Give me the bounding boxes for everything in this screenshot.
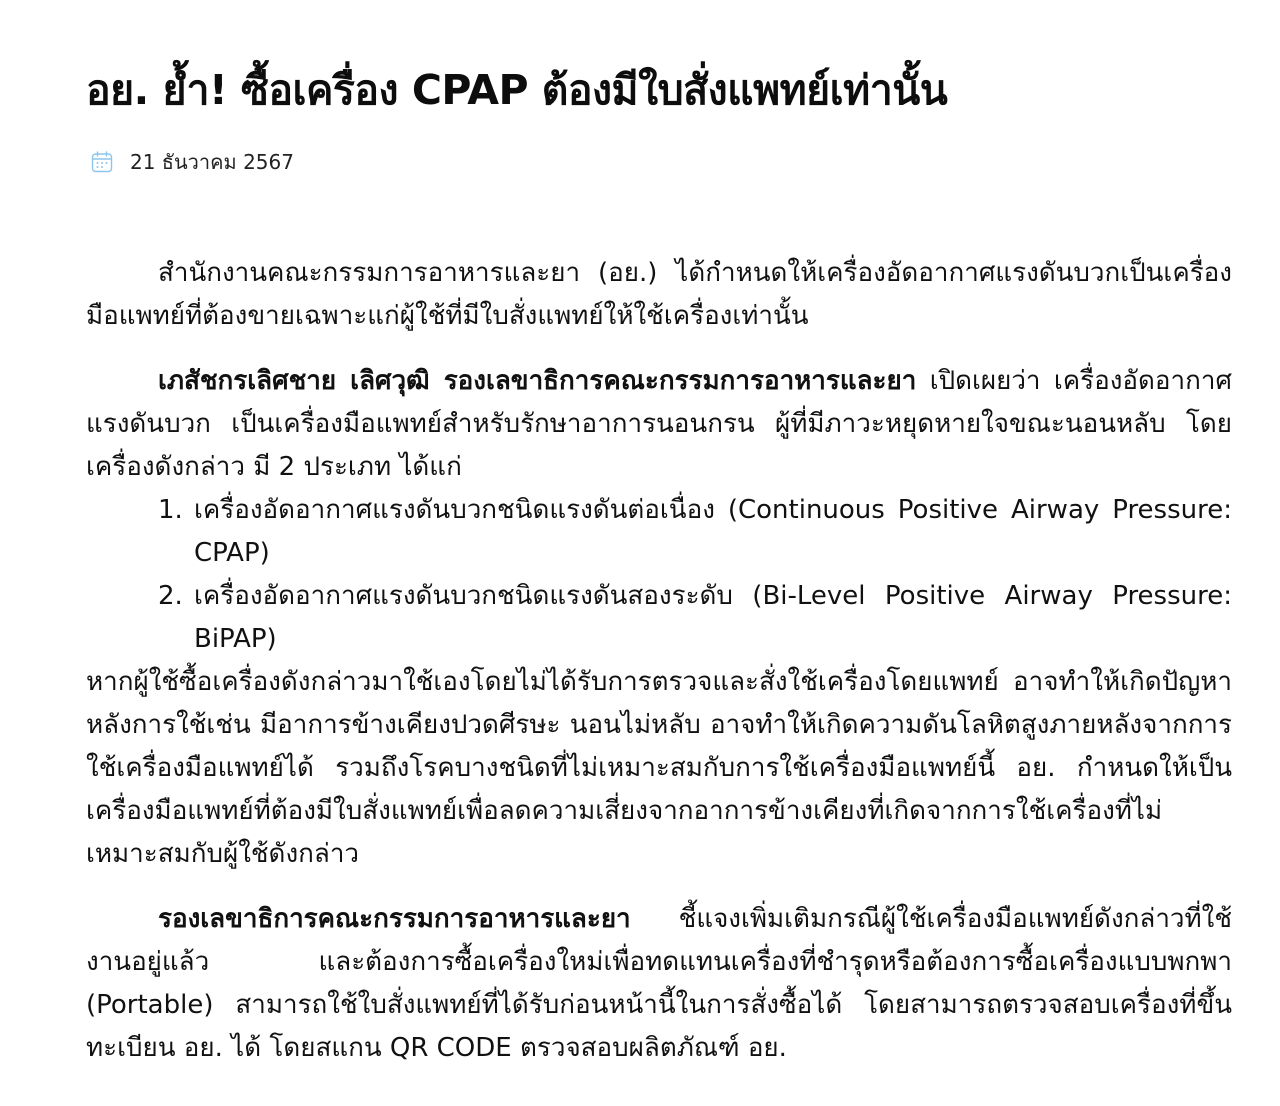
device-type-list xyxy=(86,489,1232,661)
article-meta xyxy=(90,146,294,178)
list-item-text: เครื่องอัดอากาศแรงดันบวกชนิดแรงดันสองระดับ (Bi-Level Positive Airway Pressure: BiPAP) xyxy=(194,581,1232,654)
article-body xyxy=(86,252,1232,1092)
speaker-title: รองเลขาธิการคณะกรรมการอาหารและยา xyxy=(158,904,631,934)
list-item-number: 2. xyxy=(158,581,183,611)
article-title: อย. ย้ำ! ซื้อเครื่อง CPAP ต้องมีใบสั่งแพทย์เท่านั้น xyxy=(86,66,948,114)
list-item xyxy=(86,575,1232,661)
paragraph-text: สำนักงานคณะกรรมการอาหารและยา (อย.) ได้กำหนดให้เครื่องอัดอากาศแรงดันบวกเป็นเครื่องมือแพทย์ที่ต้องขายเฉพาะแก่ผู้ใช้ที่มีใบสั่งแพทย์ให้ใช้เครื่องเท่านั้น xyxy=(86,258,1232,331)
paragraph-intro xyxy=(86,252,1232,338)
paragraph-clarification xyxy=(86,898,1232,1070)
list-item-number: 1. xyxy=(158,495,183,525)
calendar-icon xyxy=(90,150,114,174)
article-date: 21 ธันวาคม 2567 xyxy=(130,150,294,174)
paragraph-text: ชี้แจงเพิ่มเติมกรณีผู้ใช้เครื่องมือแพทย์ดังกล่าวที่ใช้งานอยู่แล้ว และต้องการซื้อเครื่องใหม่เพื่อทดแทนเครื่องที่ชำรุดหรือต้องการซื้อเครื่องแบบพกพา (Portable) สามารถใช้ใบสั่งแพทย์ที่ได้รับก่อนหน้านี้ในการสั่งซื้อได้ โดยสามารถตรวจสอบเครื่องที่ขึ้นทะเบียน อย. ได้ โดยสแกน QR CODE ตรวจสอบผลิตภัณฑ์ อย. xyxy=(86,904,1232,1063)
list-item xyxy=(86,489,1232,575)
list-item-text: เครื่องอัดอากาศแรงดันบวกชนิดแรงดันต่อเนื่อง (Continuous Positive Airway Pressure: CPAP) xyxy=(194,495,1232,568)
paragraph-risks xyxy=(86,661,1232,876)
speaker-name: เภสัชกรเลิศชาย เลิศวุฒิ รองเลขาธิการคณะกรรมการอาหารและยา xyxy=(158,366,917,396)
paragraph-statement xyxy=(86,360,1232,489)
paragraph-text: หากผู้ใช้ซื้อเครื่องดังกล่าวมาใช้เองโดยไม่ได้รับการตรวจและสั่งใช้เครื่องโดยแพทย์ อาจทำให้เกิดปัญหาหลังการใช้เช่น มีอาการข้างเคียงปวดศีรษะ นอนไม่หลับ อาจทำให้เกิดความดันโลหิตสูงภายหลังจากการใช้เครื่องมือแพทย์ได้ รวมถึงโรคบางชนิดที่ไม่เหมาะสมกับการใช้เครื่องมือแพทย์นี้ อย. กำหนดให้เป็นเครื่องมือแพทย์ที่ต้องมีใบสั่งแพทย์เพื่อลดความเสี่ยงจากอาการข้างเคียงที่เกิดจากการใช้เครื่องที่ไม่เหมาะสมกับผู้ใช้ดังกล่าว xyxy=(86,667,1232,869)
paragraph-text: เปิดเผยว่า เครื่องอัดอากาศแรงดันบวก เป็นเครื่องมือแพทย์สำหรับรักษาอาการนอนกรน ผู้ที่มีภาวะหยุดหายใจขณะนอนหลับ โดยเครื่องดังกล่าว มี 2 ประเภท ได้แก่ xyxy=(86,366,1232,482)
